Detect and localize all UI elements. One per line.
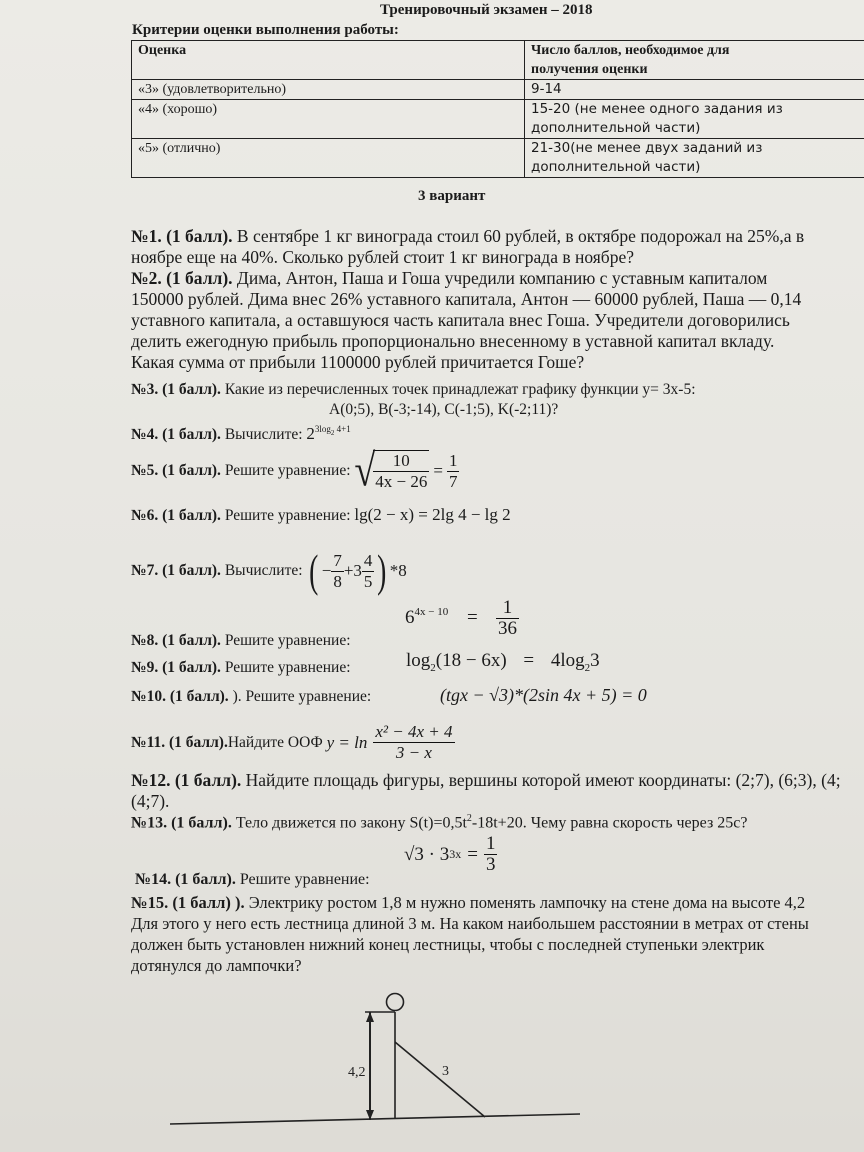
grade-cell: «3» (удовлетворительно) — [132, 80, 525, 100]
task-text: -18t+20. Чему равна скорость через 25с? — [471, 814, 748, 832]
table-header-row — [132, 41, 864, 80]
task-1 — [131, 226, 804, 268]
task-label: №10. (1 балл). — [131, 688, 229, 705]
ladder-figure — [160, 985, 600, 1135]
task-text: Вычислите: — [220, 562, 307, 579]
task-10 — [131, 688, 371, 706]
task-label: №11. (1 балл). — [131, 733, 228, 751]
ladder-line — [395, 1042, 485, 1117]
task-5-equation: √ $\frac{10}{4x - 26}$ = $\frac{1}{7}$ — [354, 445, 458, 497]
task-label: №9. (1 балл). — [131, 659, 221, 676]
task-15 — [131, 892, 809, 976]
points-header: Число баллов, необходимое для получения оценки — [525, 41, 864, 80]
task-label: №2. (1 балл). — [131, 268, 233, 288]
exam-title: Тренировочный экзамен – 2018 — [380, 2, 593, 18]
task-14-equation: √3 · 3 3x = $\frac{1}{3}$ — [404, 833, 496, 875]
task-8 — [131, 632, 351, 650]
criteria-title: Критерии оценки выполнения работы: — [132, 22, 399, 38]
task-11-function: y = ln $\frac{\text{x² − 4x + 4}}{3 - x}$ — [326, 722, 453, 762]
task-text: дотянулся до лампочки? — [131, 956, 302, 975]
task-6-equation: lg(2 − x) = 2lg 4 − lg 2 — [354, 505, 511, 524]
grading-table — [131, 40, 864, 178]
table-row — [132, 139, 864, 178]
task-2 — [131, 268, 801, 373]
sqrt-sign: √ — [354, 445, 376, 497]
task-label: №12. (1 балл). — [131, 770, 242, 790]
task-label: №14. (1 балл). — [135, 871, 236, 888]
points-cell: 15-20 (не менее одного задания из дополнительной части) — [525, 100, 864, 139]
grade-cell: «4» (хорошо) — [132, 100, 525, 139]
task-text: Найдите площадь фигуры, вершины которой имеют координаты: (2;7), (6;3), (4; — [241, 770, 841, 790]
task-text: делить ежегодную прибыль пропорционально внесенному в уставной капитал вкладу. — [131, 331, 775, 351]
task-text: (4;7). — [131, 791, 170, 811]
task-text: 150000 рублей. Дима внес 26% уставного капитала, Антон — 60000 рублей, Паша — 0,14 — [131, 289, 802, 309]
task-label: №1. (1 балл). — [131, 226, 233, 246]
arrow-up — [366, 1012, 374, 1022]
grade-cell: «5» (отлично) — [132, 139, 525, 178]
ground-line — [170, 1114, 580, 1124]
table-row — [132, 80, 864, 100]
task-14 — [135, 871, 370, 889]
task-text: Дима, Антон, Паша и Гоша учредили компанию с уставным капиталом — [232, 268, 768, 288]
task-4-expression: $2^{3log_2 4+1}$ — [306, 424, 351, 443]
task-7 — [131, 545, 407, 596]
task-text: Какие из перечисленных точек принадлежат графику функции y= 3x-5: — [220, 381, 696, 398]
task-text: Электрику ростом 1,8 м нужно поменять лампочку на стене дома на высоте 4,2 — [244, 893, 806, 912]
task-text: Найдите ООФ — [227, 733, 327, 751]
task-13: №13. (1 балл). Тело движется по закону $S(t)=0,5t^2-18t+20$. Чему равна скорость через 25с? — [131, 813, 748, 832]
task-text: Тело движется по закону S(t)=0,5t — [231, 814, 467, 832]
task-3 — [131, 380, 696, 420]
task-text: Вычислите: — [220, 426, 307, 443]
task-label: №13. (1 балл). — [131, 814, 232, 832]
task-11 — [131, 722, 455, 763]
task-text: В сентябре 1 кг винограда стоил 60 рублей, в октябре подорожал на 25%,а в — [232, 226, 805, 246]
lamp-icon — [387, 994, 404, 1011]
task-label: №8. (1 балл). — [131, 632, 221, 649]
task-4 — [131, 424, 351, 444]
task-text: Решите уравнение: — [220, 462, 355, 479]
points-cell: 21-30(не менее двух заданий из дополнительной части) — [525, 139, 864, 178]
task-5 — [131, 445, 459, 497]
task-text: Какая сумма от прибыли 1100000 рублей причитается Гоше? — [131, 352, 585, 372]
task-text: Решите уравнение: — [235, 871, 370, 888]
sqrt-fraction: $\frac{10}{4x - 26}$ — [375, 451, 428, 491]
task-10-equation: (tgx − √3)*(2sin 4x + 5) = 0 — [440, 685, 647, 705]
task-9-equation: $\log_2(18 - 6x) = 4\log_23$ — [406, 650, 600, 674]
task-7-expression: ( − $\frac{7}{8}$ +3 $\frac{4}{5}$ ) *8 — [309, 545, 407, 596]
task-text: Для этого у него есть лестница длиной 3 м. На каком наибольшем расстоянии в метрах от стены — [131, 914, 809, 933]
task-label: №3. (1 балл). — [131, 381, 221, 398]
rhs-fraction: $\frac{1}{7}$ — [448, 450, 458, 491]
task-8-equation: $6^{4x - 10}$ = — [405, 606, 478, 628]
task-9 — [131, 659, 351, 677]
height-label: 4,2 — [348, 1065, 366, 1080]
task-text: ноябре еще на 40%. Сколько рублей стоит 1 кг винограда в ноябре? — [131, 247, 634, 267]
task-text: Решите уравнение: — [220, 659, 351, 676]
task-label: №6. (1 балл). — [131, 507, 221, 524]
task-text: уставного капитала, а оставшуюся часть капитала внес Гоша. Учредители договорились — [131, 310, 790, 330]
task-12 — [131, 770, 841, 812]
variant-title: 3 вариант — [418, 188, 486, 204]
task-8-fraction: $\frac{1}{36}$ — [498, 597, 517, 639]
ladder-label: 3 — [442, 1064, 449, 1079]
task-points: A(0;5), B(-3;-14), C(-1;5), K(-2;11)? — [329, 401, 559, 418]
grade-header: Оценка — [132, 41, 525, 80]
task-text: Решите уравнение: — [220, 632, 351, 649]
task-text: Решите уравнение: — [220, 507, 355, 524]
task-6 — [131, 505, 511, 525]
task-label: №4. (1 балл). — [131, 426, 221, 443]
task-text: должен быть установлен нижний конец лестницы, чтобы с последней ступеньки электрик — [131, 935, 765, 954]
points-cell: 9-14 — [525, 80, 864, 100]
table-row — [132, 100, 864, 139]
task-label: №7. (1 балл). — [131, 562, 221, 579]
task-label: №5. (1 балл). — [131, 462, 221, 479]
task-text: ). Решите уравнение: — [228, 688, 372, 705]
task-label: №15. (1 балл) ). — [131, 893, 245, 912]
